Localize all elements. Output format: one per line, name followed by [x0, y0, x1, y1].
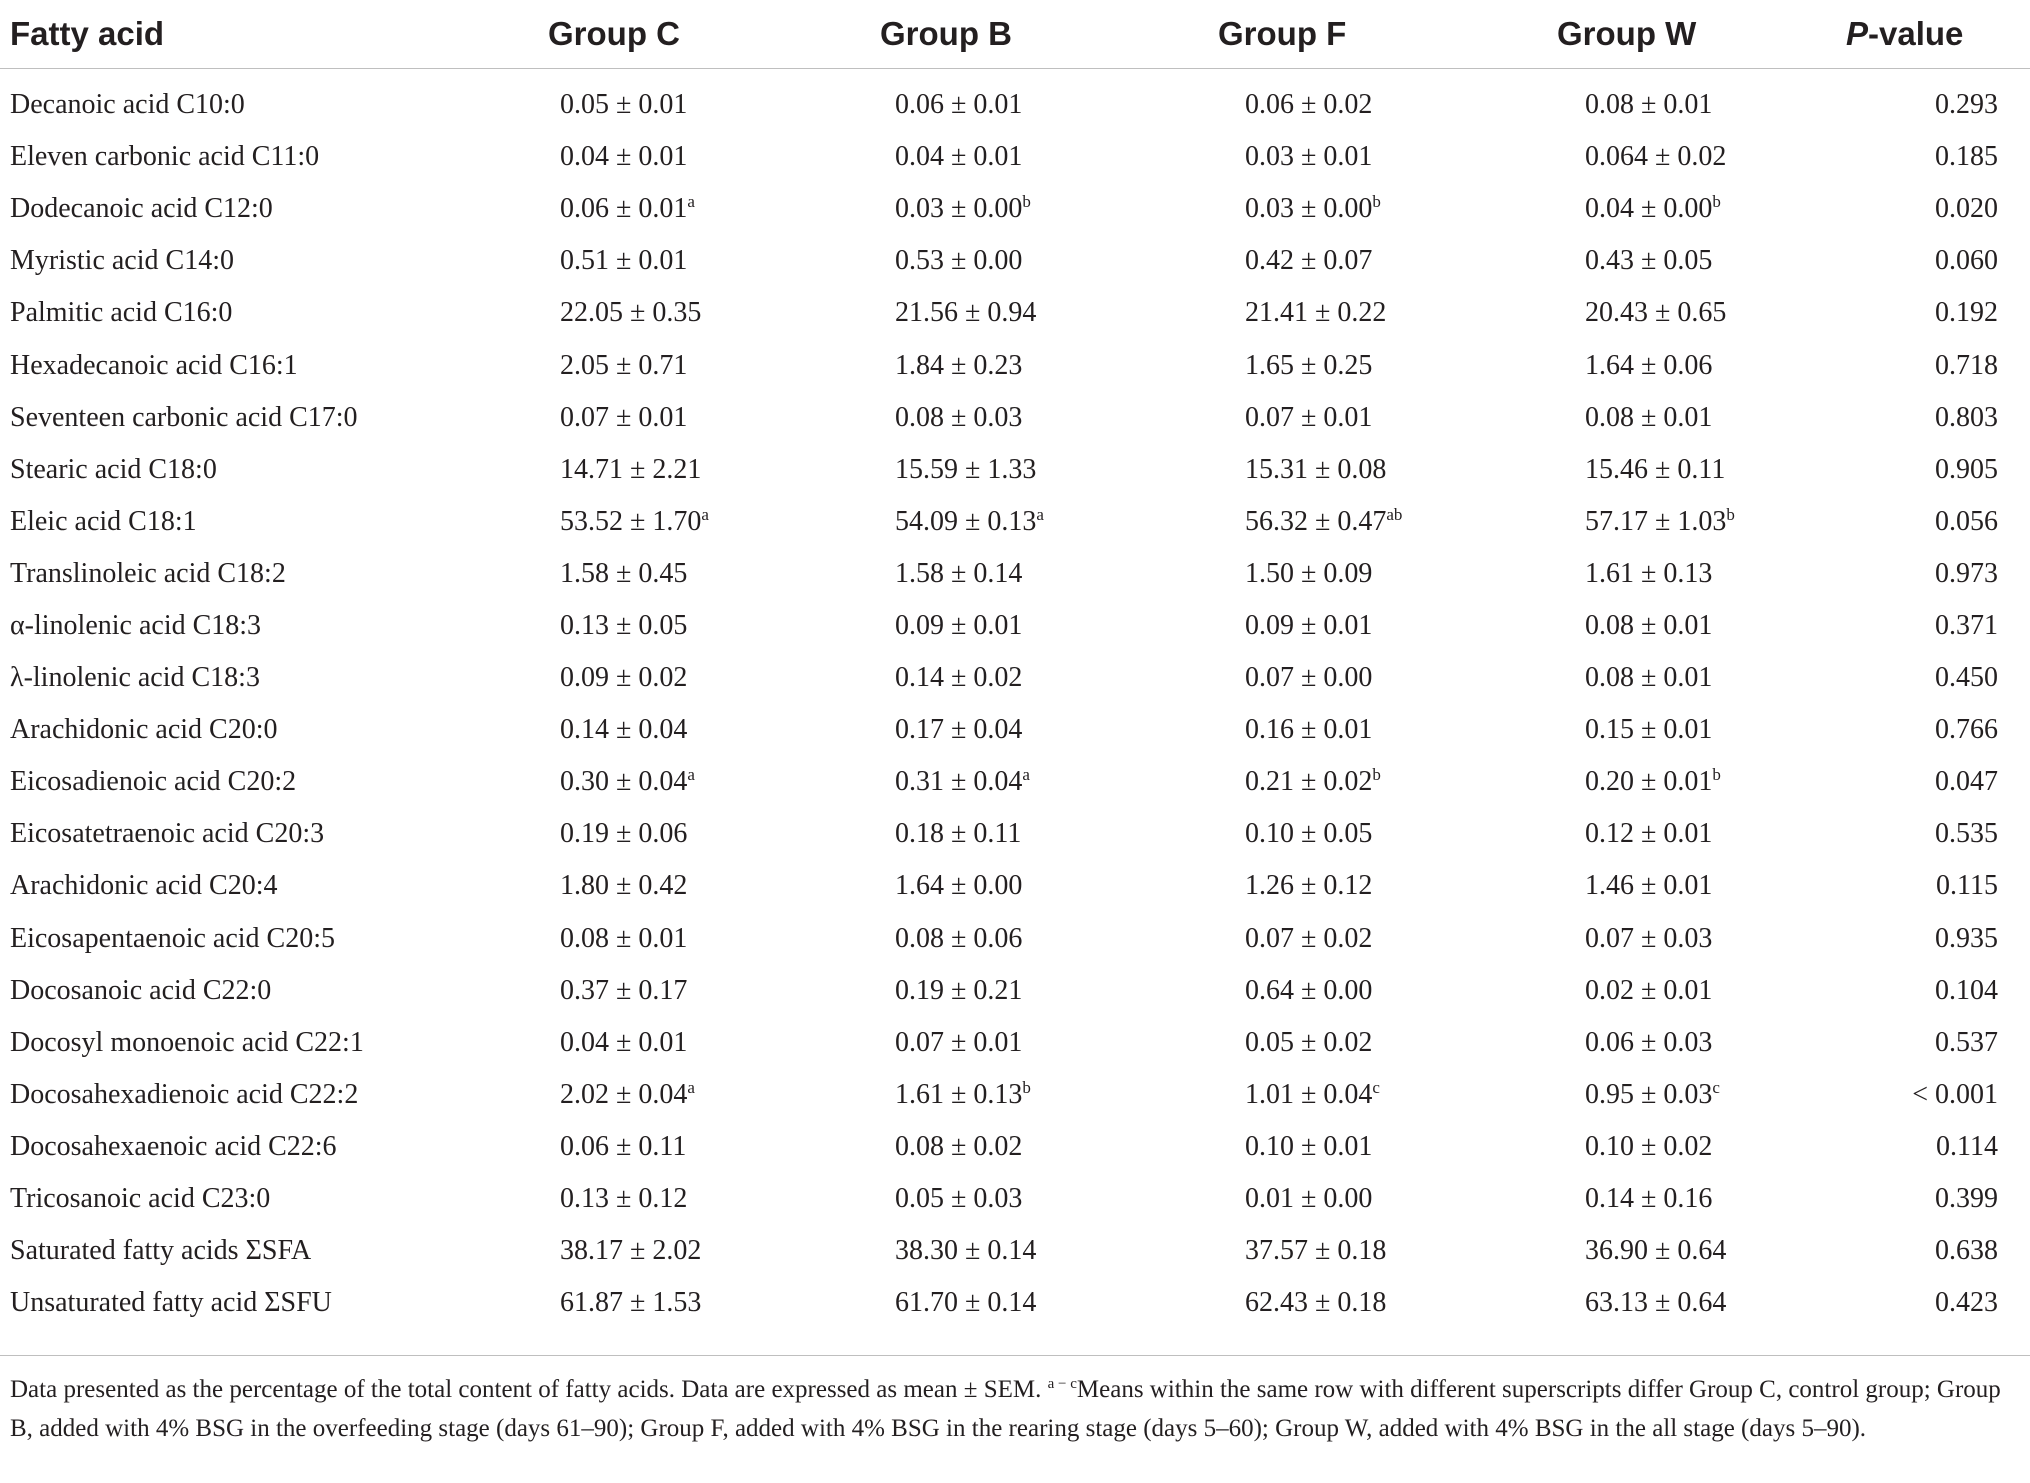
group-f-value: 0.42 ± 0.07	[1245, 245, 1373, 277]
p-value: 0.537	[1935, 1026, 1998, 1058]
p-value: 0.047	[1935, 766, 1998, 798]
p-value: 0.638	[1935, 1235, 1998, 1267]
group-b-value: 0.05 ± 0.03	[895, 1183, 1023, 1215]
group-f-value: 0.01 ± 0.00	[1245, 1183, 1373, 1215]
table-row	[0, 339, 2030, 391]
group-b-value: 0.04 ± 0.01	[895, 141, 1023, 173]
p-value: 0.423	[1935, 1287, 1998, 1319]
table-row	[0, 1121, 2030, 1173]
table-row	[0, 965, 2030, 1017]
p-value: 0.766	[1935, 714, 1998, 746]
table-row	[0, 808, 2030, 860]
group-c-value: 14.71 ± 2.21	[560, 453, 702, 485]
group-f-value: 37.57 ± 0.18	[1245, 1235, 1387, 1267]
p-value: 0.060	[1935, 245, 1998, 277]
table-row	[0, 756, 2030, 808]
p-value: 0.371	[1935, 609, 1998, 641]
group-w-value: 0.43 ± 0.05	[1585, 245, 1713, 277]
fatty-acid-name: Myristic acid C14:0	[10, 245, 234, 277]
group-f-value: 56.32 ± 0.47$^{ab}$	[1245, 504, 1403, 537]
p-value: 0.399	[1935, 1183, 1998, 1215]
table-row	[0, 1173, 2030, 1225]
group-w-value: 0.12 ± 0.01	[1585, 818, 1713, 850]
p-value: 0.535	[1935, 818, 1998, 850]
p-value: 0.450	[1935, 662, 1998, 694]
group-f-value: 0.03 ± 0.00$^b$	[1245, 192, 1381, 225]
p-value: < 0.001	[1912, 1078, 1998, 1110]
table-row	[0, 600, 2030, 652]
p-value: 0.114	[1936, 1130, 1998, 1162]
group-w-value: 0.08 ± 0.01	[1585, 662, 1713, 694]
group-c-value: 0.06 ± 0.01$^a$	[560, 192, 695, 225]
group-c-value: 0.08 ± 0.01	[560, 922, 688, 954]
group-f-value: 21.41 ± 0.22	[1245, 297, 1387, 329]
table-row	[0, 704, 2030, 756]
group-w-value: 0.95 ± 0.03$^c$	[1585, 1077, 1720, 1110]
fatty-acid-name: α-linolenic acid C18:3	[10, 609, 262, 641]
group-w-value: 0.064 ± 0.02	[1585, 141, 1727, 173]
group-c-value: 0.09 ± 0.02	[560, 662, 688, 694]
fatty-acid-name: λ-linolenic acid C18:3	[10, 662, 260, 694]
p-value: 0.905	[1935, 453, 1998, 485]
table-row	[0, 287, 2030, 339]
group-c-value: 0.13 ± 0.12	[560, 1183, 688, 1215]
fatty-acid-name: Tricosanoic acid C23:0	[10, 1183, 271, 1215]
fatty-acid-name: Hexadecanoic acid C16:1	[10, 349, 298, 381]
group-c-value: 22.05 ± 0.35	[560, 297, 702, 329]
fatty-acid-name: Eicosapentaenoic acid C20:5	[10, 922, 335, 954]
group-b-value: 1.58 ± 0.14	[895, 557, 1023, 589]
group-c-value: 0.51 ± 0.01	[560, 245, 688, 277]
p-value: 0.115	[1936, 870, 1998, 902]
fatty-acid-name: Stearic acid C18:0	[10, 453, 217, 485]
p-value: 0.973	[1935, 557, 1998, 589]
fatty-acid-name: Decanoic acid C10:0	[10, 89, 245, 121]
group-b-value: 1.64 ± 0.00	[895, 870, 1023, 902]
group-b-value: 0.06 ± 0.01	[895, 89, 1023, 121]
table-row	[0, 183, 2030, 235]
fatty-acid-name: Docosyl monoenoic acid C22:1	[10, 1026, 364, 1058]
group-c-value: 1.58 ± 0.45	[560, 557, 688, 589]
group-b-value: 1.61 ± 0.13$^b$	[895, 1077, 1031, 1110]
fatty-acid-name: Palmitic acid C16:0	[10, 297, 233, 329]
table-row	[0, 444, 2030, 496]
group-f-value: 0.10 ± 0.01	[1245, 1130, 1373, 1162]
group-f-value: 1.01 ± 0.04$^c$	[1245, 1077, 1380, 1110]
group-c-value: 53.52 ± 1.70$^a$	[560, 504, 709, 537]
p-value: 0.935	[1935, 922, 1998, 954]
group-w-value: 0.20 ± 0.01$^b$	[1585, 765, 1721, 798]
group-w-value: 63.13 ± 0.64	[1585, 1287, 1727, 1319]
table-row	[0, 860, 2030, 912]
group-f-value: 0.07 ± 0.02	[1245, 922, 1373, 954]
group-f-value: 0.21 ± 0.02$^b$	[1245, 765, 1381, 798]
group-b-value: 0.09 ± 0.01	[895, 609, 1023, 641]
fatty-acid-name: Eleic acid C18:1	[10, 505, 197, 537]
group-f-value: 0.07 ± 0.00	[1245, 662, 1373, 694]
group-c-value: 38.17 ± 2.02	[560, 1235, 702, 1267]
group-b-value: 0.18 ± 0.11	[895, 818, 1022, 850]
group-f-value: 0.05 ± 0.02	[1245, 1026, 1373, 1058]
group-f-value: 62.43 ± 0.18	[1245, 1287, 1387, 1319]
group-b-value: 61.70 ± 0.14	[895, 1287, 1037, 1319]
table-bottom-rule	[0, 1355, 2030, 1356]
group-f-value: 15.31 ± 0.08	[1245, 453, 1387, 485]
group-w-value: 36.90 ± 0.64	[1585, 1235, 1727, 1267]
group-c-value: 0.14 ± 0.04	[560, 714, 688, 746]
group-f-value: 1.65 ± 0.25	[1245, 349, 1373, 381]
fatty-acid-name: Docosahexadienoic acid C22:2	[10, 1078, 359, 1110]
group-b-value: 1.84 ± 0.23	[895, 349, 1023, 381]
fatty-acid-name: Unsaturated fatty acid ΣSFU	[10, 1287, 332, 1319]
group-f-value: 0.64 ± 0.00	[1245, 974, 1373, 1006]
group-b-value: 38.30 ± 0.14	[895, 1235, 1037, 1267]
group-b-value: 21.56 ± 0.94	[895, 297, 1037, 329]
group-w-value: 57.17 ± 1.03$^b$	[1585, 504, 1735, 537]
p-value: 0.192	[1935, 297, 1998, 329]
group-f-value: 1.26 ± 0.12	[1245, 870, 1373, 902]
group-b-value: 0.03 ± 0.00$^b$	[895, 192, 1031, 225]
group-f-value: 0.03 ± 0.01	[1245, 141, 1373, 173]
group-c-value: 0.30 ± 0.04$^a$	[560, 765, 695, 798]
group-w-value: 0.15 ± 0.01	[1585, 714, 1713, 746]
p-value: 0.056	[1935, 505, 1998, 537]
group-f-value: 0.09 ± 0.01	[1245, 609, 1373, 641]
p-value: 0.293	[1935, 89, 1998, 121]
table-row	[0, 69, 2030, 132]
group-b-value: 0.08 ± 0.06	[895, 922, 1023, 954]
group-w-value: 0.14 ± 0.16	[1585, 1183, 1713, 1215]
header-fatty-acid: Fatty acid	[0, 0, 530, 69]
table-row	[0, 913, 2030, 965]
group-w-value: 1.64 ± 0.06	[1585, 349, 1713, 381]
fatty-acid-name: Docosahexaenoic acid C22:6	[10, 1130, 337, 1162]
p-value: 0.803	[1935, 401, 1998, 433]
group-b-value: 0.17 ± 0.04	[895, 714, 1023, 746]
header-group-f: Group F	[1200, 0, 1540, 69]
group-b-value: 0.07 ± 0.01	[895, 1026, 1023, 1058]
header-row	[0, 0, 2030, 69]
group-f-value: 0.10 ± 0.05	[1245, 818, 1373, 850]
fatty-acid-name: Arachidonic acid C20:0	[10, 714, 278, 746]
group-c-value: 2.02 ± 0.04$^a$	[560, 1077, 695, 1110]
p-value: 0.104	[1935, 974, 1998, 1006]
table-row	[0, 652, 2030, 704]
group-w-value: 1.61 ± 0.13	[1585, 557, 1713, 589]
fatty-acid-name: Eicosadienoic acid C20:2	[10, 766, 297, 798]
group-f-value: 0.07 ± 0.01	[1245, 401, 1373, 433]
group-b-value: 0.08 ± 0.03	[895, 401, 1023, 433]
group-w-value: 0.02 ± 0.01	[1585, 974, 1713, 1006]
group-w-value: 0.08 ± 0.01	[1585, 609, 1713, 641]
table-row	[0, 392, 2030, 444]
group-b-value: 0.19 ± 0.21	[895, 974, 1023, 1006]
group-c-value: 2.05 ± 0.71	[560, 349, 688, 381]
group-c-value: 0.13 ± 0.05	[560, 609, 688, 641]
group-c-value: 0.19 ± 0.06	[560, 818, 688, 850]
fatty-acid-name: Arachidonic acid C20:4	[10, 870, 278, 902]
group-c-value: 0.06 ± 0.11	[560, 1130, 687, 1162]
group-w-value: 15.46 ± 0.11	[1585, 453, 1726, 485]
table-footnote: Data presented as the percentage of the total content of fatty acids. Data are expressed as mean ± SEM. $^{a - c}$Means within the same row with different superscripts differ Group C, control group; Group B, added with 4% BSG in the overfeeding stage (days 61–90); Group F, added with 4% BSG in the rearing stage (days 5–60); Group W, added with 4% BSG in the all stage (days 5–90).	[10, 1376, 2001, 1442]
group-w-value: 0.10 ± 0.02	[1585, 1130, 1713, 1162]
group-b-value: 0.53 ± 0.00	[895, 245, 1023, 277]
fatty-acid-name: Eleven carbonic acid C11:0	[10, 141, 320, 173]
group-w-value: 20.43 ± 0.65	[1585, 297, 1727, 329]
fatty-acid-name: Translinoleic acid C18:2	[10, 557, 286, 589]
group-c-value: 1.80 ± 0.42	[560, 870, 688, 902]
fatty-acid-name: Dodecanoic acid C12:0	[10, 193, 273, 225]
group-w-value: 0.08 ± 0.01	[1585, 401, 1713, 433]
table-row	[0, 235, 2030, 287]
header-group-w: Group W	[1540, 0, 1830, 69]
p-value: 0.718	[1935, 349, 1998, 381]
group-b-value: 0.31 ± 0.04$^a$	[895, 765, 1030, 798]
table-row	[0, 548, 2030, 600]
group-c-value: 0.37 ± 0.17	[560, 974, 688, 1006]
group-b-value: 0.14 ± 0.02	[895, 662, 1023, 694]
group-f-value: 0.06 ± 0.02	[1245, 89, 1373, 121]
table-row	[0, 1069, 2030, 1121]
group-b-value: 54.09 ± 0.13$^a$	[895, 504, 1044, 537]
header-group-c: Group C	[530, 0, 860, 69]
group-w-value: 0.06 ± 0.03	[1585, 1026, 1713, 1058]
table-row	[0, 1225, 2030, 1277]
fatty-acid-name: Eicosatetraenoic acid C20:3	[10, 818, 325, 850]
group-w-value: 0.08 ± 0.01	[1585, 89, 1713, 121]
p-value: 0.185	[1935, 141, 1998, 173]
table-row	[0, 131, 2030, 183]
group-b-value: 0.08 ± 0.02	[895, 1130, 1023, 1162]
header-group-b: Group B	[860, 0, 1200, 69]
fatty-acid-name: Saturated fatty acids ΣSFA	[10, 1235, 312, 1267]
group-c-value: 0.04 ± 0.01	[560, 141, 688, 173]
group-c-value: 0.04 ± 0.01	[560, 1026, 688, 1058]
p-value: 0.020	[1935, 193, 1998, 225]
group-b-value: 15.59 ± 1.33	[895, 453, 1037, 485]
table-row	[0, 1277, 2030, 1329]
group-c-value: 0.05 ± 0.01	[560, 89, 688, 121]
fatty-acid-name: Seventeen carbonic acid C17:0	[10, 401, 358, 433]
group-f-value: 1.50 ± 0.09	[1245, 557, 1373, 589]
group-f-value: 0.16 ± 0.01	[1245, 714, 1373, 746]
table-row	[0, 496, 2030, 548]
group-w-value: 0.07 ± 0.03	[1585, 922, 1713, 954]
group-c-value: 61.87 ± 1.53	[560, 1287, 702, 1319]
header-p-value: P-value	[1830, 0, 2030, 69]
group-w-value: 1.46 ± 0.01	[1585, 870, 1713, 902]
table-row	[0, 1017, 2030, 1069]
group-c-value: 0.07 ± 0.01	[560, 401, 688, 433]
group-w-value: 0.04 ± 0.00$^b$	[1585, 192, 1721, 225]
fatty-acid-name: Docosanoic acid C22:0	[10, 974, 272, 1006]
